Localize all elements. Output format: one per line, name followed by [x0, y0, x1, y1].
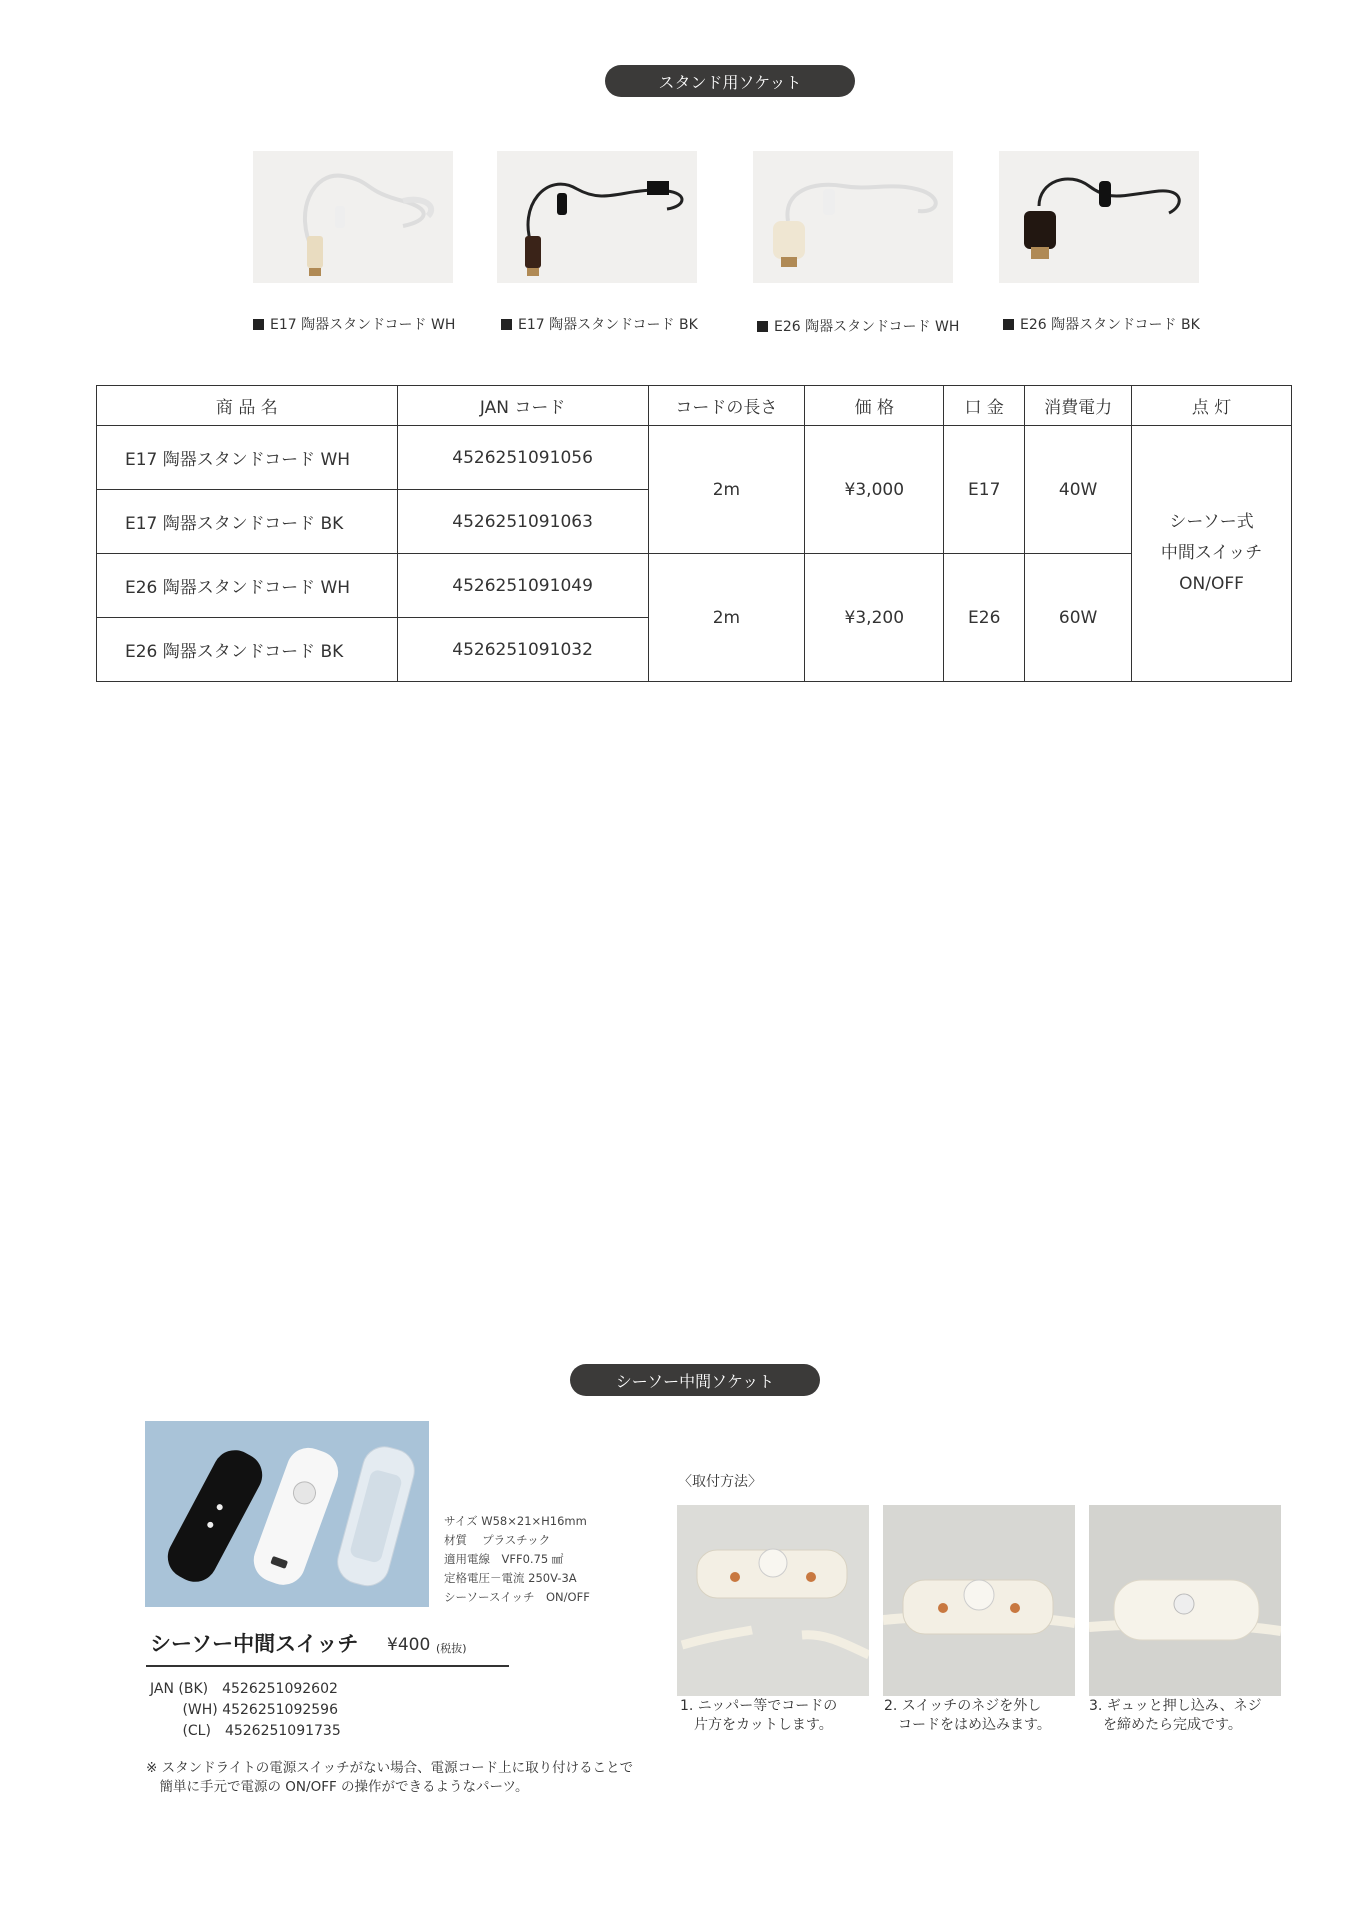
- cell-power: 40W: [1025, 426, 1132, 554]
- table-header-row: [97, 386, 1292, 426]
- step-photo-2: [883, 1505, 1075, 1696]
- product-photo-e17-wh: [253, 151, 453, 283]
- switch-price-note: (税抜): [436, 1642, 467, 1655]
- spec-line: 材質 プラスチック: [444, 1533, 551, 1547]
- spec-line: シーソースイッチ ON/OFF: [444, 1590, 590, 1604]
- switch-price: ¥400: [387, 1635, 431, 1655]
- header-power: 消費電力: [1025, 386, 1132, 426]
- bullet-square-icon: [757, 321, 768, 332]
- header-price: 価 格: [805, 386, 944, 426]
- cell-name: E17 陶器スタンドコード BK: [97, 490, 398, 554]
- product-caption: [253, 314, 455, 334]
- product-caption: [1003, 314, 1200, 334]
- cell-name: E26 陶器スタンドコード WH: [97, 554, 398, 618]
- cell-jan: 4526251091056: [397, 426, 648, 490]
- product-caption: [501, 314, 698, 334]
- cell-price: ¥3,000: [805, 426, 944, 554]
- step-text-2: [884, 1697, 1051, 1735]
- step-text-3: [1089, 1697, 1262, 1735]
- product-caption: [757, 316, 959, 336]
- caption-text: E17 陶器スタンドコード WH: [270, 317, 456, 333]
- step-line: を締めたら完成です。: [1089, 1717, 1242, 1733]
- step-photo-1: [677, 1505, 869, 1696]
- step-line: 3. ギュッと押し込み、ネジ: [1089, 1698, 1262, 1714]
- caption-text: E26 陶器スタンドコード WH: [774, 319, 960, 335]
- step-text-1: [680, 1697, 837, 1735]
- header-lighting: 点 灯: [1132, 386, 1292, 426]
- cell-name: E17 陶器スタンドコード WH: [97, 426, 398, 490]
- cell-power: 60W: [1025, 554, 1132, 682]
- cell-jan: 4526251091032: [397, 618, 648, 682]
- cell-jan: 4526251091063: [397, 490, 648, 554]
- section-title-text: シーソー中間ソケット: [615, 1371, 775, 1391]
- jan-line: (WH) 4526251092596: [150, 1702, 338, 1718]
- table-row: [97, 554, 1292, 618]
- spec-line: 定格電圧－電流 250V-3A: [444, 1571, 577, 1585]
- step-line: コードをはめ込みます。: [884, 1717, 1051, 1733]
- usage-note: ※ スタンドライトの電源スイッチがない場合、電源コード上に取り付けることで: [146, 1760, 634, 1776]
- section-title-text: スタンド用ソケット: [658, 72, 802, 92]
- cell-base: E17: [944, 426, 1025, 554]
- header-base: 口 金: [944, 386, 1025, 426]
- step-photo-3: [1089, 1505, 1281, 1696]
- step-line: 片方をカットします。: [680, 1717, 833, 1733]
- cell-length: 2m: [648, 426, 805, 554]
- caption-text: E17 陶器スタンドコード BK: [518, 317, 698, 333]
- section-title-stand-socket: [605, 65, 855, 97]
- table-row: [97, 426, 1292, 490]
- cell-price: ¥3,200: [805, 554, 944, 682]
- bullet-square-icon: [501, 319, 512, 330]
- title-underline: [146, 1665, 509, 1667]
- lighting-line: シーソー式: [1169, 512, 1254, 532]
- cell-lighting: [1132, 426, 1292, 682]
- method-title: 〈取付方法〉: [678, 1474, 762, 1490]
- header-name: 商 品 名: [97, 386, 398, 426]
- header-jan: JAN コード: [397, 386, 648, 426]
- cell-jan: 4526251091049: [397, 554, 648, 618]
- product-photo-e26-bk: [999, 151, 1199, 283]
- step-line: 2. スイッチのネジを外し: [884, 1698, 1042, 1714]
- cell-length: 2m: [648, 554, 805, 682]
- switch-product-name: シーソー中間スイッチ: [150, 1632, 359, 1656]
- bullet-square-icon: [253, 319, 264, 330]
- spec-line: 適用電線 VFF0.75 ㎟: [444, 1552, 564, 1566]
- caption-text: E26 陶器スタンドコード BK: [1020, 317, 1200, 333]
- product-photo-e17-bk: [497, 151, 697, 283]
- cell-base: E26: [944, 554, 1025, 682]
- cell-name: E26 陶器スタンドコード BK: [97, 618, 398, 682]
- step-line: 1. ニッパー等でコードの: [680, 1698, 838, 1714]
- switch-product-photo: [145, 1421, 429, 1607]
- header-length: コードの長さ: [648, 386, 805, 426]
- spec-line: サイズ W58×21×H16mm: [444, 1514, 587, 1528]
- usage-note: 簡単に手元で電源の ON/OFF の操作ができるようなパーツ。: [146, 1779, 529, 1795]
- section-title-seesaw-socket: [570, 1364, 820, 1396]
- spec-table: [96, 385, 1292, 682]
- product-photo-e26-wh: [753, 151, 953, 283]
- lighting-line: ON/OFF: [1179, 574, 1244, 594]
- jan-line: (CL) 4526251091735: [150, 1723, 341, 1739]
- lighting-line: 中間スイッチ: [1160, 543, 1263, 563]
- switch-specs: [444, 1512, 590, 1607]
- bullet-square-icon: [1003, 319, 1014, 330]
- jan-line: JAN (BK) 4526251092602: [150, 1681, 338, 1697]
